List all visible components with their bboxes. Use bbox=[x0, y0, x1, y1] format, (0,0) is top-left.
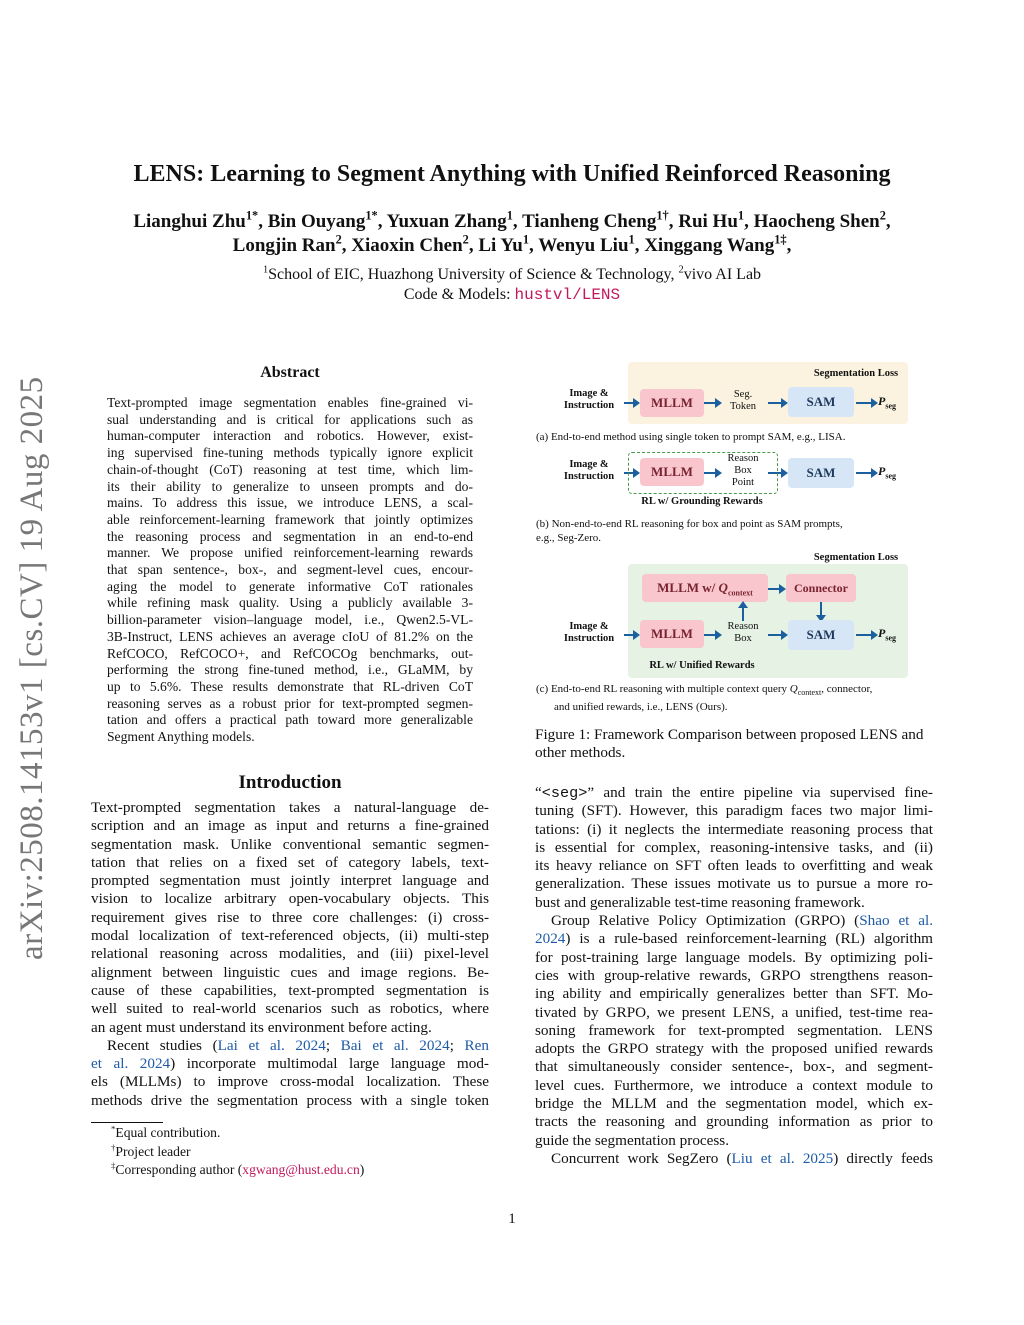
input-label-b: Image & Instruction bbox=[563, 459, 615, 482]
arrow-icon bbox=[856, 634, 872, 636]
email-link[interactable]: xgwang@hust.edu.cn bbox=[242, 1162, 360, 1177]
intro-p1-line: alignment between linguistic cues and image regions. Be- bbox=[91, 963, 489, 981]
footnote-rule bbox=[91, 1122, 163, 1123]
abstract-line: ing supervised fine-tuning methods typically ignore explicit bbox=[107, 445, 473, 461]
intro-p1-line: tation that relies on a fixed set of category labels, text- bbox=[91, 853, 489, 871]
intro-p2-line: els (MLLMs) to improve cross-modal localization. These bbox=[91, 1073, 489, 1091]
intro-p1-line: cause of these capabilities, text-prompted segmentation is bbox=[91, 981, 489, 999]
text-span: ) directly feeds bbox=[833, 1149, 934, 1167]
code-link[interactable]: hustvl/LENS bbox=[514, 286, 621, 304]
abstract-line: able reinforcement-learning framework that jointly optimizes bbox=[107, 511, 473, 527]
arxiv-identifier: arXiv:2508.14153v1 [cs.CV] 19 Aug 2025 bbox=[14, 376, 50, 960]
right-p2-line1 bbox=[535, 912, 933, 930]
panel-b-rl-region bbox=[628, 452, 778, 494]
abstract-line: that span sentence-, box-, and segment-level cues, encour- bbox=[107, 562, 473, 578]
right-p1-line: generalization. These issues motivate us to pursue a more ro- bbox=[535, 875, 933, 893]
right-p2-line: that simultaneously consider sentence-, box-, and segment- bbox=[535, 1058, 933, 1076]
arrow-icon bbox=[768, 402, 782, 404]
output-subscript: seg bbox=[885, 401, 897, 411]
right-p1-line: bust and generalizable test-time reasoning framework. bbox=[535, 893, 865, 911]
intro-paragraph-1 bbox=[91, 799, 489, 1037]
output-symbol: P bbox=[878, 464, 886, 478]
q-subscript: context bbox=[727, 588, 753, 598]
citation-ren-cont[interactable]: et al. 2024 bbox=[91, 1055, 171, 1073]
mllm-context-label: MLLM w/ bbox=[657, 580, 719, 595]
intro-p1-line: an agent must understand its environment before acting. bbox=[91, 1018, 432, 1036]
arrow-down-icon bbox=[820, 602, 822, 616]
caption-c bbox=[536, 682, 936, 714]
right-p2-line: tracts the reasoning and grounding information as prior to bbox=[535, 1113, 933, 1131]
mllm-block-b: MLLM bbox=[640, 458, 704, 486]
intro-p1-line: modal localization of text-referenced objects, (ii) multi-step bbox=[91, 927, 489, 945]
abstract-line: billion-parameter vision–language model, i.e., Qwen2.5-VL- bbox=[107, 612, 473, 628]
abstract-line: RefCOCO, RefCOCO+, and RefCOCOg benchmarks, out- bbox=[107, 645, 473, 661]
arrow-icon bbox=[768, 588, 780, 590]
author-name: Xinggang Wang bbox=[644, 235, 775, 256]
abstract-line: tation and offers a practical path toward more generalizable bbox=[107, 712, 473, 728]
author-list-line2: Longjin Ran$^2$, Xiaoxin Chen$^2$, Li Yu$^1$, Wenyu Liu$^1$, Xinggang Wang$^{1\ddagger}$, bbox=[232, 232, 792, 256]
sam-block-c: SAM bbox=[788, 620, 854, 650]
footnote-1 bbox=[91, 1124, 364, 1143]
right-p2-line: for post-training large language models. By optimizing poli- bbox=[535, 948, 933, 966]
right-p3-line1 bbox=[535, 1150, 933, 1168]
affil-inst-2: vivo AI Lab bbox=[683, 266, 762, 283]
output-label-c bbox=[878, 627, 896, 644]
figure-caption: Figure 1: Framework Comparison between proposed LENS and other methods. bbox=[535, 726, 924, 762]
intro-p2-line: methods drive the segmentation process with a single token bbox=[91, 1091, 489, 1109]
intro-p1-line: prompted segmentation must jointly interpret language and bbox=[91, 872, 489, 890]
author-name: Li Yu bbox=[478, 235, 523, 256]
citation-ren[interactable]: Ren bbox=[464, 1036, 489, 1054]
author-affil-mark: 1‡ bbox=[774, 232, 787, 247]
caption-a: (a) End-to-end method using single token to prompt SAM, e.g., LISA. bbox=[536, 431, 846, 443]
abstract-line: Text-prompted image segmentation enables fine-grained vi- bbox=[107, 395, 473, 410]
citation-lai[interactable]: Lai et al. 2024 bbox=[217, 1036, 326, 1054]
author-name: Yuxuan Zhang bbox=[386, 211, 507, 232]
abstract-line: up to 5.6%. These results demonstrate that RL-driven CoT bbox=[107, 678, 473, 694]
text-span: “ bbox=[535, 784, 542, 801]
right-p1-line: tations: (i) it neglects the intermediate reasoning process that bbox=[535, 820, 933, 838]
author-affil-mark: 1 bbox=[628, 232, 635, 247]
abstract-line: chain-of-thought (CoT) reasoning at test time, which lim- bbox=[107, 461, 473, 477]
output-symbol: P bbox=[878, 394, 886, 408]
footnote-3 bbox=[91, 1161, 364, 1180]
footnote-text: Equal contribution. bbox=[115, 1125, 221, 1140]
text-span: Recent studies ( bbox=[107, 1036, 218, 1054]
right-p1-line: tuning (SFT). However, this paradigm faces two major limi- bbox=[535, 802, 933, 820]
right-p2-line: adopts the GRPO strategy with the proposed unified rewards bbox=[535, 1040, 933, 1058]
figure-1 bbox=[532, 362, 936, 722]
author-name: Wenyu Liu bbox=[538, 235, 629, 256]
affiliation bbox=[0, 266, 1024, 284]
affil-mark-1: 1 bbox=[262, 264, 269, 276]
abstract-line: its their ability to generalize to unseen prompts and do- bbox=[107, 478, 473, 494]
citation-bai[interactable]: Bai et al. 2024 bbox=[340, 1036, 450, 1054]
author-name: Bin Ouyang bbox=[267, 211, 366, 232]
author-name: Longjin Ran bbox=[232, 235, 336, 256]
arrow-icon bbox=[624, 634, 634, 636]
author-affil-mark: 1† bbox=[656, 208, 669, 223]
right-paragraph-2 bbox=[535, 949, 933, 1150]
footnote-mark: † bbox=[111, 1141, 116, 1152]
input-label-c: Image & Instruction bbox=[563, 621, 615, 644]
caption-c-text: (c) End-to-end RL reasoning with multiple context query bbox=[536, 683, 790, 695]
abstract-line: while refining mask quality. Using a publicly available 3- bbox=[107, 595, 473, 611]
right-p2-line: ing ability and empirically generalizes better than SFT. Mo- bbox=[535, 985, 933, 1003]
right-p2-line: guide the segmentation process. bbox=[535, 1131, 730, 1149]
sam-block-b: SAM bbox=[788, 458, 854, 488]
intro-p1-line: relational reasoning across modalities, and (iii) pixel-level bbox=[91, 945, 489, 963]
intro-p2-line2 bbox=[91, 1055, 489, 1073]
mllm-block-a: MLLM bbox=[640, 389, 704, 417]
author-affil-mark: 2 bbox=[879, 208, 886, 223]
intro-p1-line: scription and an image as input and returns a fine-grained bbox=[91, 817, 489, 835]
intro-p1-line: Text-prompted segmentation takes a natural-language de- bbox=[91, 799, 489, 816]
text-span: ) incorporate multimodal large language mod- bbox=[170, 1055, 489, 1073]
right-p2-line2 bbox=[535, 930, 933, 948]
footnotes bbox=[91, 1124, 364, 1180]
q-subscript: context bbox=[797, 688, 822, 698]
footnote-text: Corresponding author ( bbox=[115, 1162, 243, 1177]
unified-rewards-label: RL w/ Unified Rewards bbox=[649, 660, 755, 671]
output-label-b bbox=[878, 465, 896, 482]
author-affil-mark: 1 bbox=[522, 232, 530, 247]
output-subscript: seg bbox=[885, 633, 897, 643]
arrow-icon bbox=[624, 402, 634, 404]
intro-p2-line1 bbox=[91, 1037, 489, 1055]
intro-p1-line: requirement gives rise to three core challenges: (i) cross- bbox=[91, 908, 489, 926]
author-name: Haocheng Shen bbox=[753, 211, 880, 232]
right-p1-line1 bbox=[535, 784, 933, 802]
abstract-line: Segment Anything models. bbox=[107, 729, 255, 745]
seg-token-label: Seg. Token bbox=[729, 389, 757, 412]
text-span: ; bbox=[325, 1036, 341, 1054]
intro-heading: Introduction bbox=[238, 772, 342, 793]
right-column bbox=[535, 784, 933, 1168]
input-label-a: Image & Instruction bbox=[563, 388, 615, 411]
mllm-block-c: MLLM bbox=[640, 620, 704, 648]
author-name: Rui Hu bbox=[678, 211, 738, 232]
arrow-icon bbox=[768, 634, 782, 636]
right-p2-line: bridge the MLLM and the segmentation model, which ex- bbox=[535, 1095, 933, 1113]
footnote-text: ) bbox=[359, 1162, 365, 1177]
author-name: Xiaoxin Chen bbox=[351, 235, 463, 256]
seg-token-code: <seg> bbox=[541, 784, 588, 802]
affil-inst-1: School of EIC, Huazhong University of Science & Technology, bbox=[268, 266, 679, 283]
right-p2-line: level cues. Furthermore, we introduce a context module to bbox=[535, 1076, 933, 1094]
caption-c-text: and unified rewards, i.e., LENS (Ours). bbox=[554, 701, 728, 714]
author-name: Tianheng Cheng bbox=[522, 211, 657, 232]
right-p2-line: soning framework for text-prompted segmentation. LENS bbox=[535, 1021, 933, 1039]
page-number: 1 bbox=[508, 1211, 516, 1227]
abstract-body bbox=[107, 395, 473, 746]
q-symbol: Q bbox=[718, 580, 728, 595]
sam-block-a: SAM bbox=[788, 387, 854, 417]
citation-liu[interactable]: Liu et al. 2025 bbox=[731, 1149, 834, 1167]
arrow-icon bbox=[856, 472, 872, 474]
arrow-icon bbox=[856, 402, 872, 404]
author-affil-mark: 1 bbox=[506, 208, 513, 223]
author-affil-mark: 1* bbox=[245, 208, 259, 223]
affil-mark-2: 2 bbox=[678, 264, 684, 276]
right-paragraph-1 bbox=[535, 802, 933, 912]
right-p1-line: its heavy reliance on SFT often leads to overfitting and weak bbox=[535, 857, 933, 875]
text-span: ” and train the entire pipeline via supervised fine- bbox=[587, 784, 933, 801]
author-name: Lianghui Zhu bbox=[133, 211, 246, 232]
footnote-2 bbox=[91, 1143, 364, 1162]
author-affil-mark: 2 bbox=[462, 232, 469, 247]
abstract-line: sual understanding and is critical for applications such as bbox=[107, 411, 473, 427]
footnote-mark: ‡ bbox=[111, 1160, 116, 1171]
text-span: ) is a rule-based reinforcement-learning (RL) algorithm bbox=[565, 930, 933, 948]
text-span: Group Relative Policy Optimization (GRPO) ( bbox=[551, 912, 860, 930]
abstract-heading: Abstract bbox=[260, 364, 320, 381]
abstract-line: reasoning serves as a robust prior for text-prompted segmen- bbox=[107, 695, 473, 711]
right-p1-line: is essential for complex, reasoning-intensive tasks, and (ii) bbox=[535, 838, 933, 856]
footnote-mark: * bbox=[111, 1123, 116, 1134]
intro-p2-rest bbox=[91, 1073, 489, 1110]
abstract-line: manner. We propose unified reinforcement-learning rewards bbox=[107, 545, 473, 561]
text-span: ; bbox=[449, 1036, 465, 1054]
code-line bbox=[0, 286, 1024, 304]
caption-c-text: , connector, bbox=[821, 683, 873, 695]
abstract-line: aging the model to generate informative CoT rationales bbox=[107, 578, 473, 594]
paper-title: LENS: Learning to Segment Anything with Unified Reinforced Reasoning bbox=[133, 161, 891, 187]
text-span: Concurrent work SegZero ( bbox=[551, 1149, 732, 1167]
reason-box-label: Reason Box bbox=[727, 621, 759, 644]
connector-block: Connector bbox=[786, 574, 856, 602]
abstract-line: the reasoning process and segmentation in an end-to-end bbox=[107, 528, 473, 544]
author-affil-mark: 2 bbox=[335, 232, 342, 247]
segmentation-loss-label-a: Segmentation Loss bbox=[813, 368, 899, 379]
arrow-icon bbox=[704, 402, 716, 404]
segmentation-loss-label-c: Segmentation Loss bbox=[813, 552, 899, 563]
q-symbol: Q bbox=[789, 683, 798, 695]
abstract-line: mains. To address this issue, we introduce LENS, a scal- bbox=[107, 495, 473, 511]
caption-b: (b) Non-end-to-end RL reasoning for box and point as SAM prompts, e.g., Seg-Zero. bbox=[536, 518, 843, 544]
intro-paragraph-2 bbox=[91, 1037, 489, 1110]
right-p2-line: tivated by GRPO, we present LENS, a unified, test-time rea- bbox=[535, 1003, 933, 1021]
abstract-line: performing the strong fine-tuned method, i.e., GLaMM, by bbox=[107, 662, 473, 678]
citation-shao[interactable]: Shao et al. bbox=[859, 912, 933, 930]
author-list-line1: Lianghui Zhu$^{1*}$, Bin Ouyang$^{1*}$, Yuxuan Zhang$^1$, Tianheng Cheng$^{1\dagger}$, Rui Hu$^1$, Haocheng Shen$^2$, bbox=[133, 208, 891, 232]
grounding-rewards-label: RL w/ Grounding Rewards bbox=[641, 496, 763, 507]
intro-p1-line: segmentation mask. Unlike conventional semantic segmen- bbox=[91, 835, 489, 853]
intro-p1-line: well suited to real-world scenarios such as robotics, where bbox=[91, 1000, 489, 1018]
intro-p1-line: vision to localize arbitrary open-vocabulary objects. This bbox=[91, 890, 489, 908]
author-affil-mark: 1 bbox=[737, 208, 745, 223]
output-subscript: seg bbox=[885, 471, 897, 481]
intro-column bbox=[91, 799, 489, 1110]
author-affil-mark: 1* bbox=[365, 208, 378, 223]
arrow-up-icon bbox=[742, 607, 744, 621]
footnote-text: Project leader bbox=[115, 1143, 191, 1159]
reason-box-point-label: Reason Box Point bbox=[727, 453, 759, 488]
citation-shao-cont[interactable]: 2024 bbox=[535, 930, 566, 948]
code-label: Code & Models: bbox=[403, 286, 515, 303]
output-label-a bbox=[878, 395, 896, 412]
right-p2-line: cies with group-relative rewards, GRPO strengthens reason- bbox=[535, 966, 933, 984]
abstract-line: 3B-Instruct, LENS achieves an average cIoU of 81.2% on the bbox=[107, 628, 473, 644]
output-symbol: P bbox=[878, 626, 886, 640]
arrow-icon bbox=[704, 634, 716, 636]
mllm-context-block bbox=[642, 574, 768, 602]
abstract-line: human-computer interaction and robotics. However, exist- bbox=[107, 428, 473, 444]
